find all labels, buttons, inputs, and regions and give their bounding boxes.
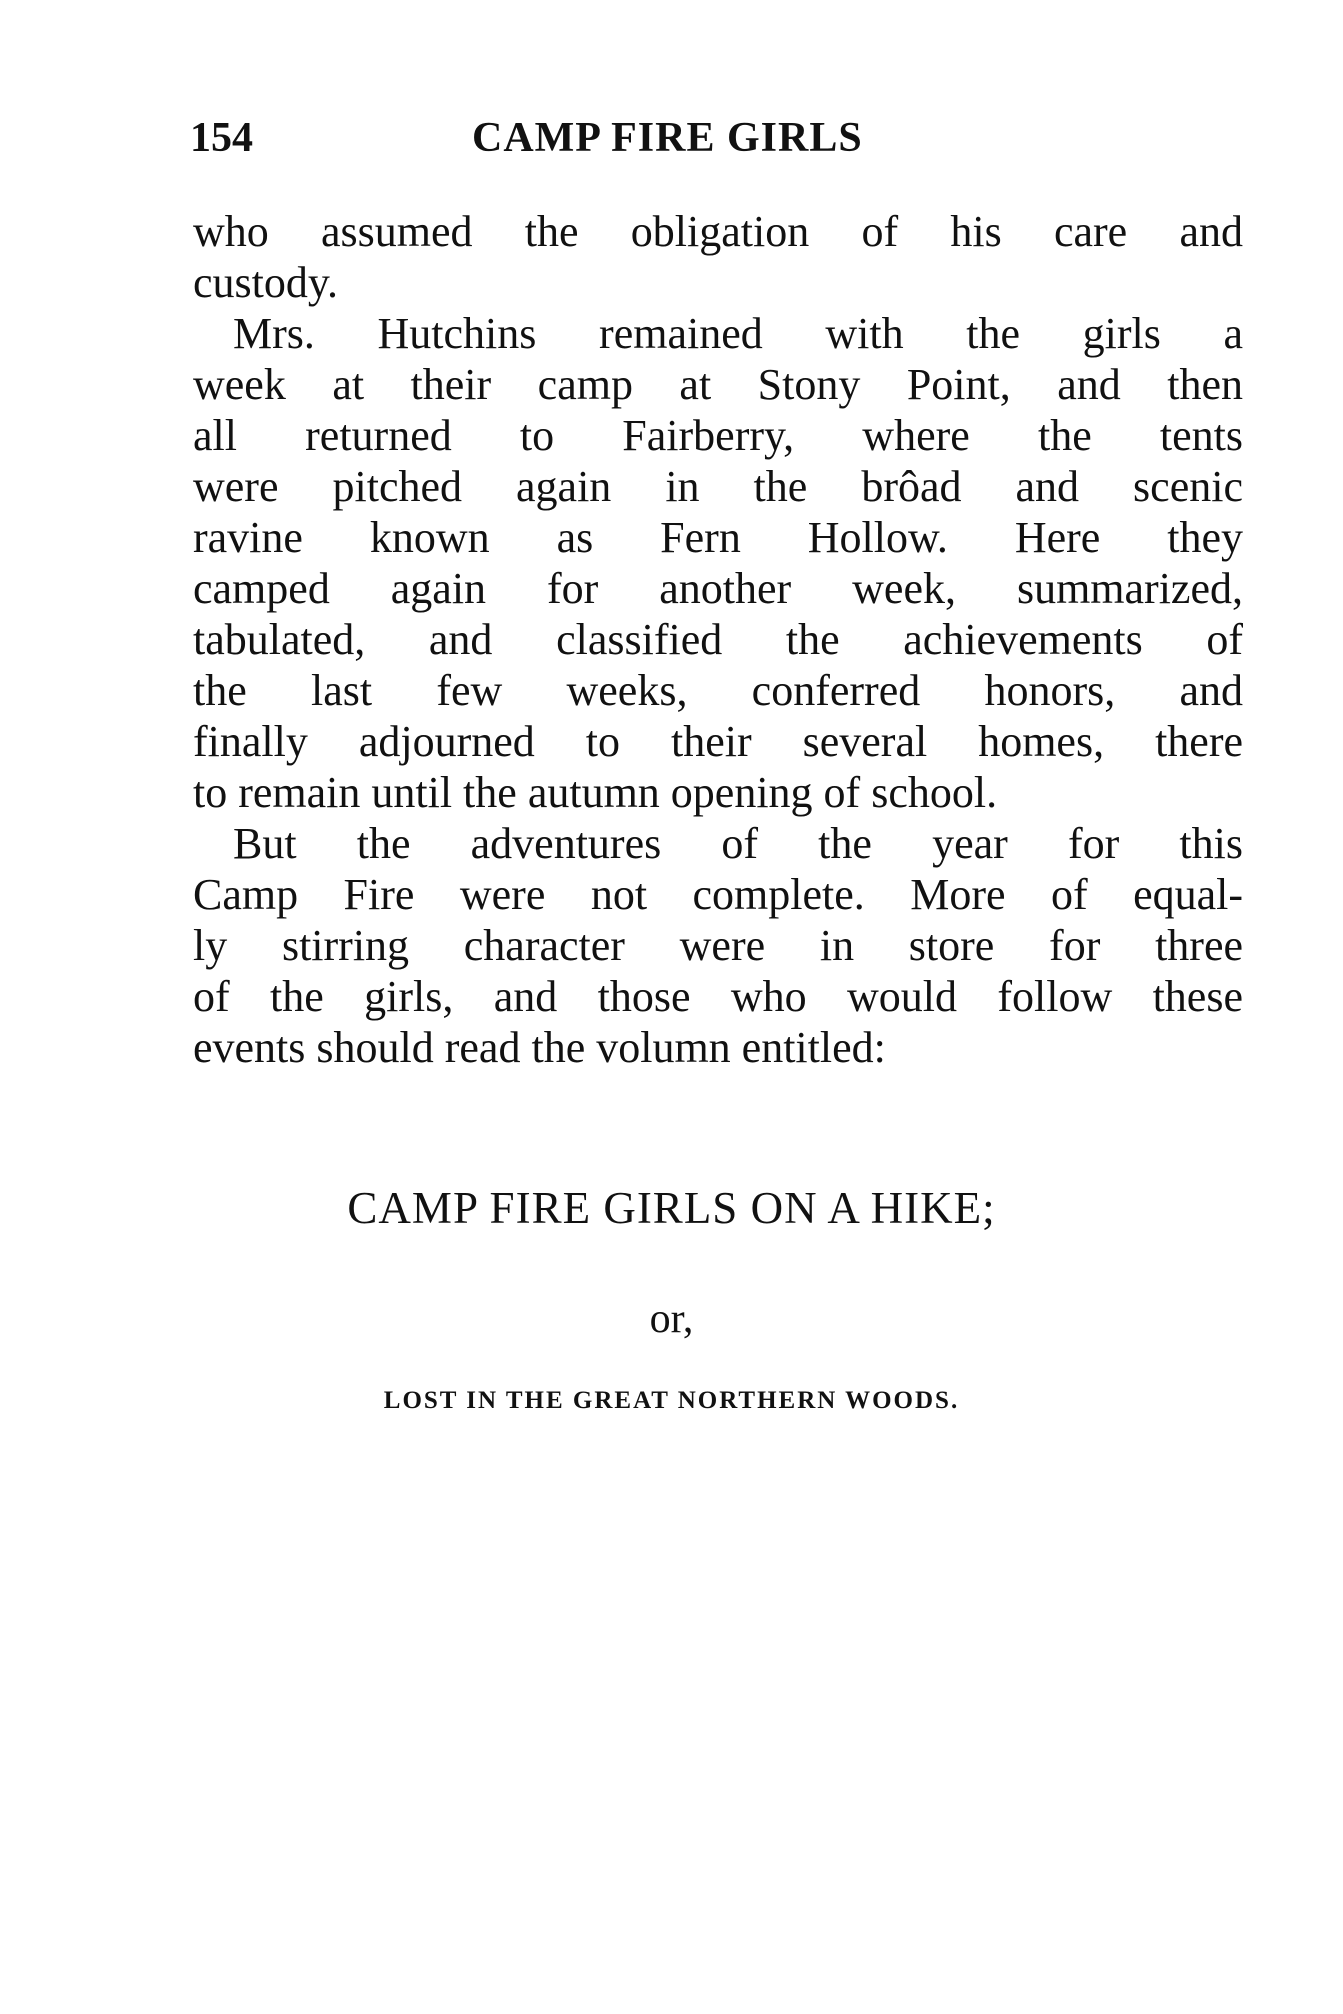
text-line: Mrs. Hutchins remained with the girls a — [233, 309, 1243, 358]
text-line: of the girls, and those who would follow these — [193, 972, 1243, 1021]
text-line: tabulated, and classified the achievements of — [193, 615, 1243, 664]
text-line: the last few weeks, conferred honors, and — [193, 666, 1243, 715]
text-line: ravine known as Fern Hollow. Here they — [193, 513, 1243, 562]
text-line: ly stirring character were in store for three — [193, 921, 1243, 970]
text-line: Camp Fire were not complete. More of equal- — [193, 870, 1243, 919]
sequel-subtitle: LOST IN THE GREAT NORTHERN WOODS. — [383, 1387, 960, 1414]
body-text — [193, 206, 1243, 1073]
sequel-or: or, — [649, 1296, 694, 1342]
text-line: camped again for another week, summarized, — [193, 564, 1243, 613]
text-line: who assumed the obligation of his care and — [193, 207, 1243, 256]
text-line: all returned to Fairberry, where the tents — [193, 411, 1243, 460]
text-line: events should read the volumn entitled: — [193, 1023, 886, 1072]
text-line: week at their camp at Stony Point, and then — [193, 360, 1243, 409]
text-line: But the adventures of the year for this — [233, 819, 1243, 868]
text-line: finally adjourned to their several homes, there — [193, 717, 1243, 766]
text-line: custody. — [193, 258, 339, 307]
text-line: to remain until the autumn opening of school. — [193, 768, 998, 817]
running-head — [190, 110, 1190, 166]
running-title: CAMP FIRE GIRLS — [472, 115, 863, 161]
sequel-title: CAMP FIRE GIRLS ON A HIKE; — [347, 1183, 996, 1233]
text-line: were pitched again in the brôad and scenic — [193, 462, 1243, 511]
page-number: 154 — [190, 115, 253, 161]
